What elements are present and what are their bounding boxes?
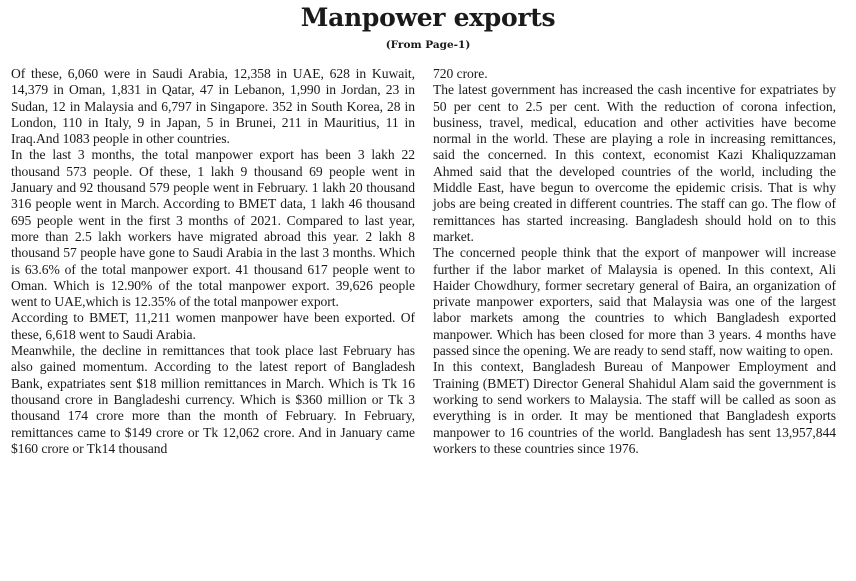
article-column-left [11, 66, 415, 457]
paragraph: The latest government has increased the cash incentive for expatriates by 50 per cent to 2.5 per cent. With the reduction of corona infection, business, travel, medical, education and other activities have become normal in the world. These are playing a role in increasing remittances, said the concerned. In this context, economist Kazi Khaliquzzaman Ahmed said that the developed countries of the world, including the Middle East, have begun to overcome the epidemic crisis. That is why jobs are being created in different countries. The staff can go. The flow of remittances has started increasing. Bangladesh should hold on to this market. [433, 82, 836, 244]
article-column-right [433, 66, 836, 457]
subheadline: (From Page-1) [385, 39, 471, 51]
headline: Manpower exports [300, 3, 556, 32]
paragraph: According to BMET, 11,211 women manpower have been exported. Of these, 6,618 went to Saudi Arabia. [11, 310, 415, 342]
paragraph: 720 crore. [433, 66, 488, 81]
paragraph: In the last 3 months, the total manpower export has been 3 lakh 22 thousand 573 people. Of these, 1 lakh 9 thousand 69 people went in January and 92 thousand 579 people went in February. 1 lakh 20 thousand 316 people went in March. According to BMET data, 1 lakh 46 thousand 695 people went in the first 3 months of 2021. Compared to last year, more than 2.5 lakh workers have migrated abroad this year. 2 lakh 8 thousand 57 people have gone to Saudi Arabia in the last 3 months. Which is 63.6% of the total manpower export. 41 thousand 617 people went to Oman. Which is 12.90% of the total manpower export. 39,626 people went to UAE,which is 12.35% of the total manpower export. [11, 147, 415, 310]
paragraph: The concerned people think that the export of manpower will increase further if the labor market of Malaysia is opened. In this context, Ali Haider Chowdhury, former secretary general of Baira, an organization of private manpower exporters, said that Malaysia was one of the largest labor markets among the countries to which Bangladesh exported manpower. Which has been closed for more than 3 years. 4 months have passed since the opening. We are ready to send staff, now waiting to open. [433, 245, 836, 359]
paragraph: Meanwhile, the decline in remittances that took place last February has also gained momentum. According to the latest report of Bangladesh Bank, expatriates sent $18 million remittances in March. Which is Tk 16 thousand crore in Bangladeshi currency. Which is $360 million or Tk 3 thousand 174 crore more than the month of February. In February, remittances came to $149 crore or Tk 12,062 crore. And in January came $160 crore or Tk14 thousand [11, 343, 415, 456]
paragraph: In this context, Bangladesh Bureau of Manpower Employment and Training (BMET) Director General Shahidul Alam said the government is working to send workers to Malaysia. The staff will be called as soon as everything is in order. It may be mentioned that Bangladesh exports manpower to 16 countries of the world. Bangladesh has sent 13,957,844 workers to these countries since 1976. [433, 359, 836, 456]
paragraph: Of these, 6,060 were in Saudi Arabia, 12,358 in UAE, 628 in Kuwait, 14,379 in Oman, 1,831 in Qatar, 47 in Lebanon, 1,990 in Jordan, 23 in Sudan, 12 in Malaysia and 6,797 in Singapore. 352 in South Korea, 28 in London, 110 in Italy, 9 in Japan, 5 in Brunei, 211 in Mauritius, 11 in Iraq.And 1083 people in other countries. [11, 66, 415, 147]
